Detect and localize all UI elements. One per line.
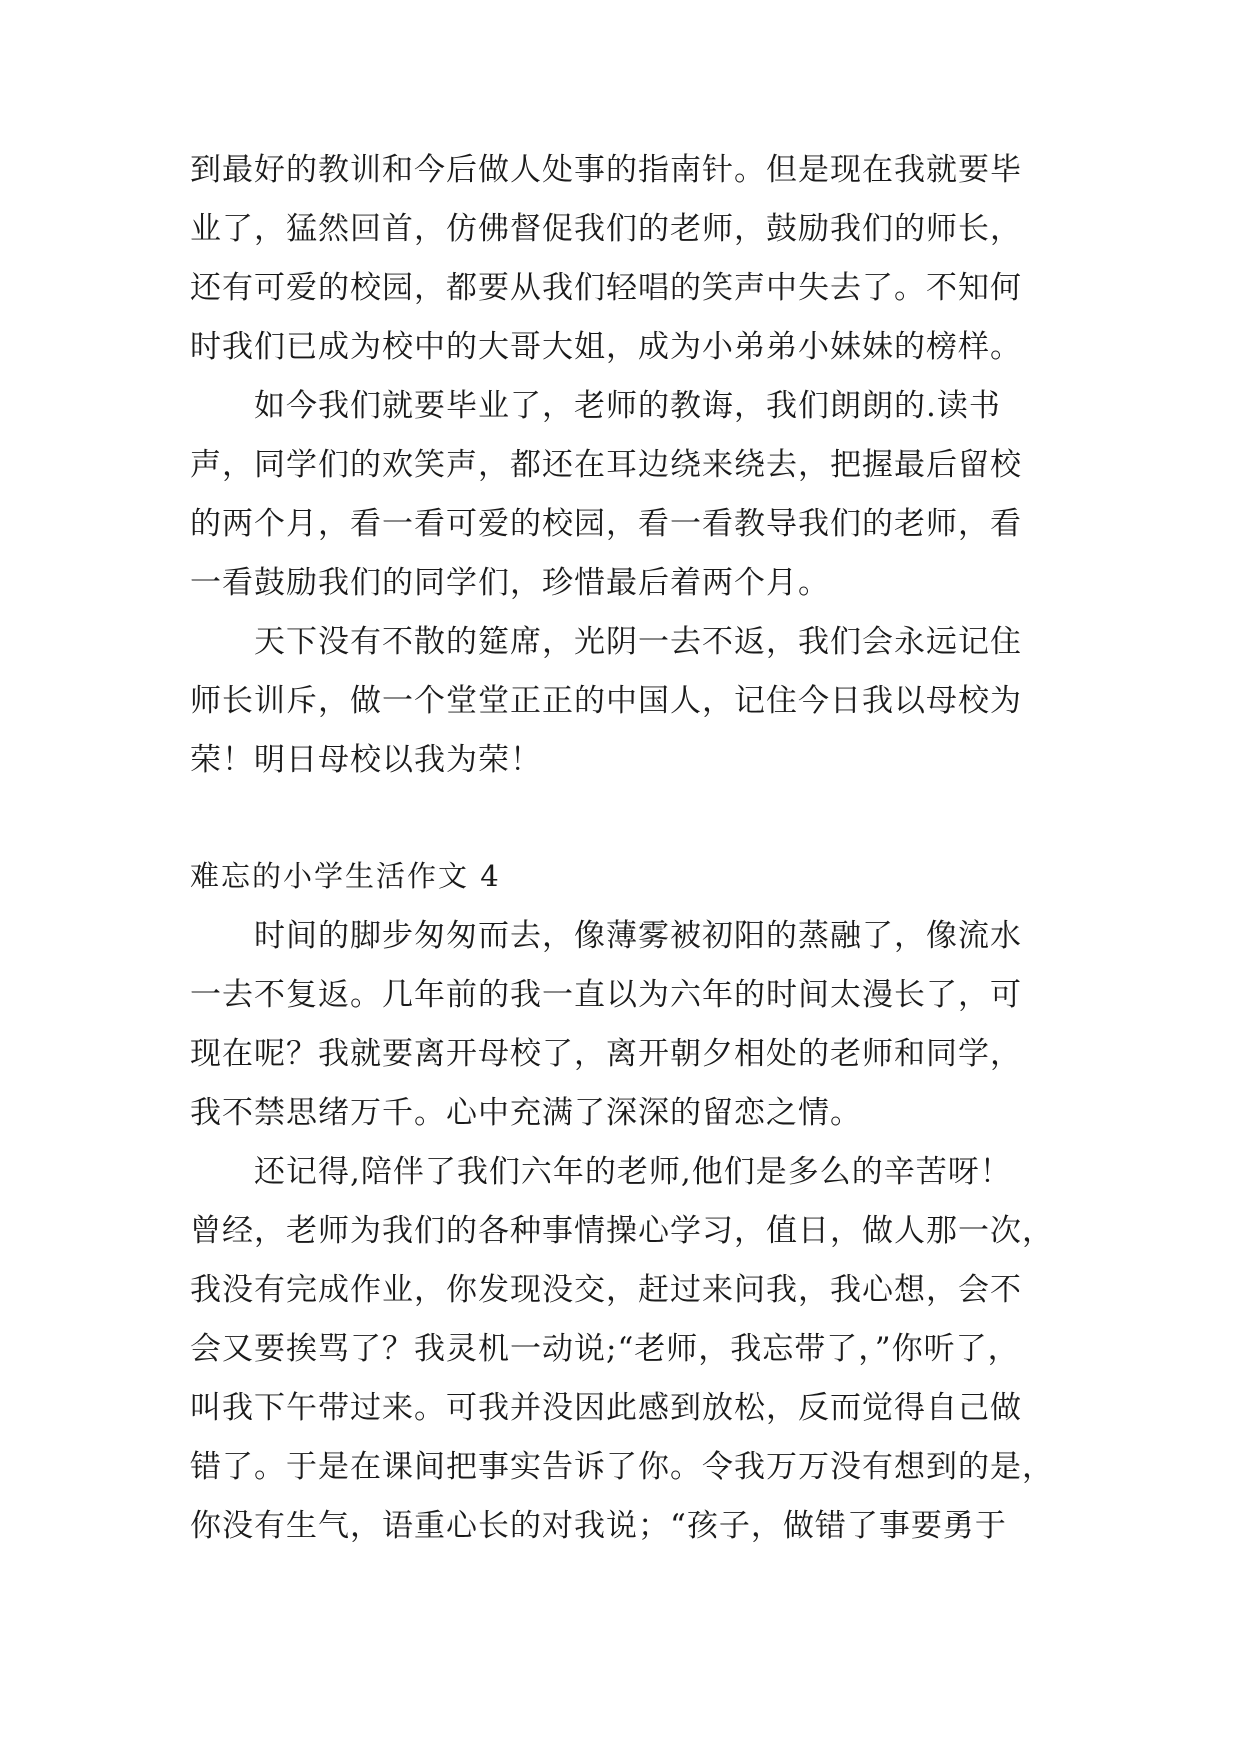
text-line: 时我们已成为校中的大哥大姐，成为小弟弟小妹妹的榜样。 <box>190 329 1022 365</box>
text-line: 到最好的教训和今后做人处事的指南针。但是现在我就要毕 <box>190 152 1022 188</box>
text-line: 一看鼓励我们的同学们，珍惜最后着两个月。 <box>190 565 830 601</box>
text-line: 曾经，老师为我们的各种事情操心学习，值日，做人那一次， <box>190 1213 1054 1249</box>
text-line: 还记得,陪伴了我们六年的老师,他们是多么的辛苦呀！ <box>254 1154 1012 1190</box>
text-line: 错了。于是在课间把事实告诉了你。令我万万没有想到的是， <box>190 1449 1054 1485</box>
text-line: 会又要挨骂了？我灵机一动说;“老师，我忘带了，”你听了， <box>190 1331 1020 1367</box>
text-line: 如今我们就要毕业了，老师的教诲，我们朗朗的.读书 <box>254 388 1001 424</box>
text-line: 业了，猛然回首，仿佛督促我们的老师，鼓励我们的师长， <box>190 211 1022 247</box>
text-line: 叫我下午带过来。可我并没因此感到放松，反而觉得自己做 <box>190 1390 1022 1426</box>
text-line: 师长训斥，做一个堂堂正正的中国人，记住今日我以母校为 <box>190 683 1022 719</box>
text-line: 现在呢？我就要离开母校了，离开朝夕相处的老师和同学， <box>190 1036 1022 1072</box>
text-line: 你没有生气，语重心长的对我说；“孩子，做错了事要勇于 <box>190 1508 1007 1544</box>
section-heading: 难忘的小学生活作文 4 <box>190 859 501 893</box>
text-line: 一去不复返。几年前的我一直以为六年的时间太漫长了，可 <box>190 977 1022 1013</box>
text-line: 我没有完成作业，你发现没交，赶过来问我，我心想，会不 <box>190 1272 1022 1308</box>
text-line: 还有可爱的校园，都要从我们轻唱的笑声中失去了。不知何 <box>190 270 1022 306</box>
text-line: 的两个月，看一看可爱的校园，看一看教导我们的老师，看 <box>190 506 1022 542</box>
text-line: 天下没有不散的筵席，光阴一去不返，我们会永远记住 <box>254 624 1022 660</box>
text-line: 我不禁思绪万千。心中充满了深深的留恋之情。 <box>190 1095 862 1131</box>
text-line: 荣！明日母校以我为荣！ <box>190 742 542 778</box>
text-line: 时间的脚步匆匆而去，像薄雾被初阳的蒸融了，像流水 <box>254 918 1022 954</box>
text-line: 声，同学们的欢笑声，都还在耳边绕来绕去，把握最后留校 <box>190 447 1022 483</box>
